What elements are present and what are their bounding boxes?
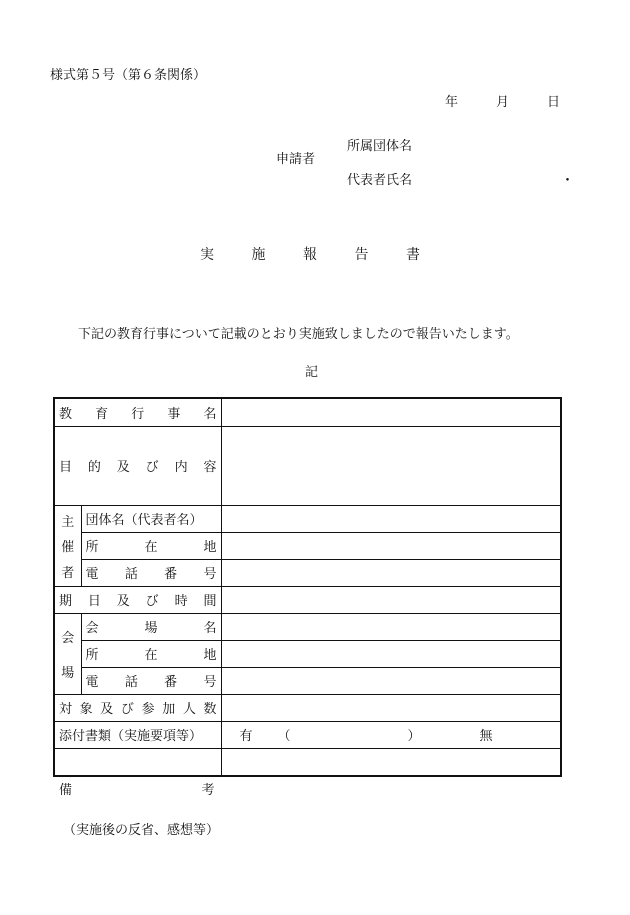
title-char: 書: [406, 247, 420, 263]
ki-label: 記: [305, 365, 319, 380]
intro-text: 下記の教育行事について記載のとおり実施致しましたので報告いたします。: [78, 327, 519, 342]
organizer-name-label: 団体名（代表者名）: [81, 505, 221, 532]
organizer-phone-field[interactable]: [221, 559, 561, 586]
title-char: 報: [303, 247, 317, 263]
event-name-label: 教 育 行 事 名: [54, 398, 221, 426]
attachment-field[interactable]: [221, 721, 561, 748]
organizer-group-label: 主 催 者: [54, 505, 81, 586]
target-field[interactable]: [221, 694, 561, 721]
report-table: [53, 397, 562, 838]
organizer-address-label: 所 在 地: [81, 532, 221, 559]
event-name-field[interactable]: [221, 398, 561, 426]
remarks-field[interactable]: [221, 748, 561, 776]
venue-name-label: 会 場 名: [81, 613, 221, 640]
period-field[interactable]: [221, 586, 561, 613]
organizer-name-field[interactable]: [221, 505, 561, 532]
venue-phone-field[interactable]: [221, 667, 561, 694]
date-line: [407, 91, 560, 110]
purpose-field[interactable]: [221, 426, 561, 505]
venue-address-label: 所 在 地: [81, 640, 221, 667]
form-number: 様式第５号（第６条関係）: [50, 68, 207, 83]
remarks-label: 備 考 （実施後の反省、感想等）: [54, 748, 221, 776]
title-char: 告: [354, 247, 369, 263]
attachment-lparen: （: [277, 729, 291, 744]
attachment-yes[interactable]: 有: [239, 729, 253, 744]
date-year: 年: [444, 95, 458, 110]
title-char: 施: [251, 247, 266, 263]
seal-mark: ･: [564, 173, 571, 189]
title-char: 実: [200, 247, 214, 263]
attachment-rparen: ）: [407, 729, 421, 744]
attachment-label: 添付書類（実施要項等）: [54, 721, 221, 748]
organizer-phone-label: 電 話 番 号: [81, 559, 221, 586]
venue-address-field[interactable]: [221, 640, 561, 667]
document-title: [200, 244, 420, 264]
organizer-address-field[interactable]: [221, 532, 561, 559]
venue-phone-label: 電 話 番 号: [81, 667, 221, 694]
venue-group-label: 会 場: [54, 613, 81, 694]
target-label: 対 象 及 び 参 加 人 数: [54, 694, 221, 721]
date-month: 月: [495, 95, 509, 110]
representative-label: 代表者氏名: [347, 173, 413, 188]
applicant-label: 申請者: [276, 152, 316, 167]
date-day: 日: [546, 95, 560, 110]
purpose-label: 目 的 及 び 内 容: [54, 426, 221, 505]
org-name-label: 所属団体名: [347, 139, 413, 154]
period-label: 期 日 及 び 時 間: [54, 586, 221, 613]
venue-name-field[interactable]: [221, 613, 561, 640]
attachment-no[interactable]: 無: [479, 729, 493, 744]
